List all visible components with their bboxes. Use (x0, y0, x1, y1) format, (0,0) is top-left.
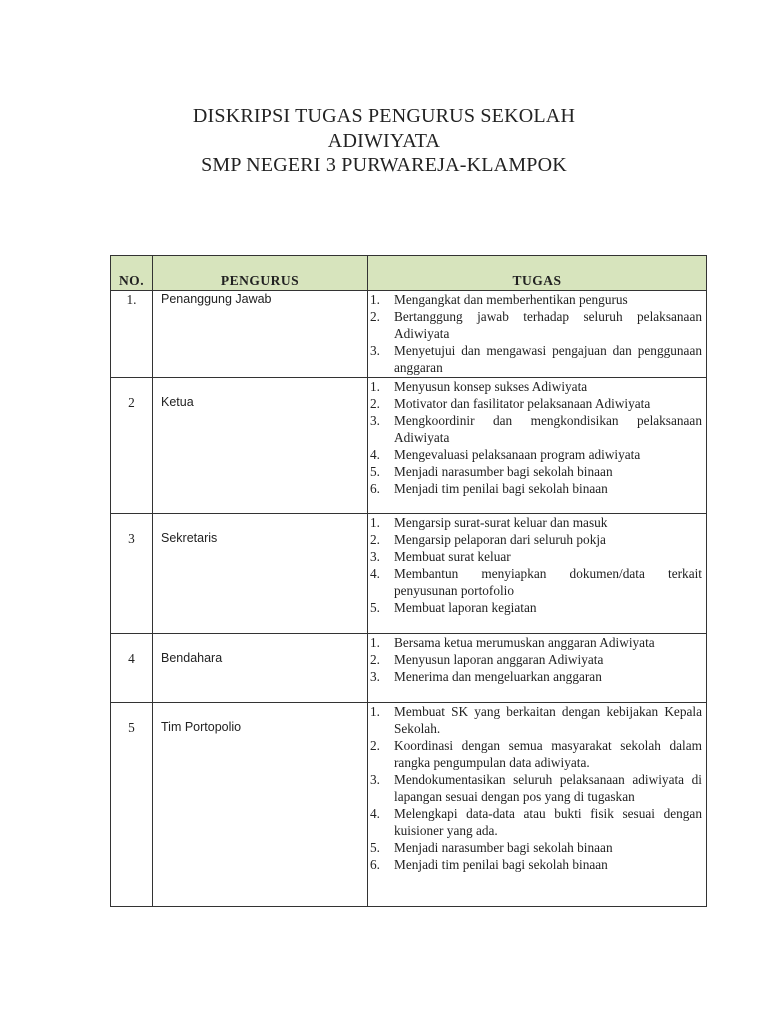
task-list (370, 378, 702, 497)
task-text: Menyusun laporan anggaran Adiwiyata (394, 652, 604, 667)
task-number: 3. (370, 413, 380, 428)
table-header-row (111, 256, 707, 291)
title-line-1: DISKRIPSI TUGAS PENGURUS SEKOLAH (192, 105, 576, 127)
task-number: 2. (370, 309, 380, 324)
task-list (370, 514, 702, 616)
task-text: Mengangkat dan memberhentikan pengurus (394, 292, 628, 307)
task-text: Mengarsip surat-surat keluar dan masuk (394, 515, 608, 530)
task-text: Mengarsip pelaporan dari seluruh pokja (394, 532, 606, 547)
task-text: Menerima dan mengeluarkan anggaran (394, 669, 602, 684)
task-number: 2. (370, 532, 380, 547)
task-number: 2. (370, 396, 380, 411)
row-number: 2 (111, 378, 153, 514)
task-item (370, 463, 702, 480)
task-item (370, 308, 702, 342)
title-line-3: SMP NEGERI 3 PURWAREJA-KLAMPOK (201, 154, 567, 176)
pengurus-cell: Tim Portopolio (153, 703, 368, 907)
task-text: Membuat laporan kegiatan (394, 600, 537, 615)
task-list (370, 634, 702, 685)
row-number: 1. (111, 291, 153, 378)
task-list (370, 703, 702, 873)
task-text: Mengkoordinir dan mengkondisikan pelaksanaan Adiwiyata (394, 413, 702, 445)
task-text: Menyetujui dan mengawasi pengajuan dan penggunaan anggaran (394, 343, 702, 375)
task-text: Motivator dan fasilitator pelaksanaan Adiwiyata (394, 396, 651, 411)
tugas-cell (368, 291, 707, 378)
task-number: 5. (370, 600, 380, 615)
pengurus-cell: Bendahara (153, 634, 368, 703)
task-number: 2. (370, 652, 380, 667)
row-number: 4 (111, 634, 153, 703)
task-item (370, 668, 702, 685)
task-text: Menjadi narasumber bagi sekolah binaan (394, 464, 613, 479)
table-row (111, 514, 707, 634)
task-item (370, 291, 702, 308)
task-text: Bertanggung jawab terhadap seluruh pelaksanaan Adiwiyata (394, 309, 702, 341)
table-row (111, 703, 707, 907)
task-number: 6. (370, 481, 380, 496)
task-text: Bersama ketua merumuskan anggaran Adiwiyata (394, 635, 655, 650)
header-no: NO. (111, 256, 153, 291)
task-item (370, 839, 702, 856)
task-number: 4. (370, 806, 380, 821)
task-number: 5. (370, 840, 380, 855)
task-text: Menyusun konsep sukses Adiwiyata (394, 379, 588, 394)
pengurus-cell: Sekretaris (153, 514, 368, 634)
task-text: Membuat SK yang berkaitan dengan kebijakan Kepala Sekolah. (394, 704, 702, 736)
task-item (370, 548, 702, 565)
task-item (370, 378, 702, 395)
task-item (370, 599, 702, 616)
duty-table (110, 255, 707, 907)
pengurus-cell: Penanggung Jawab (153, 291, 368, 378)
document-title (0, 104, 768, 178)
task-item (370, 342, 702, 376)
task-text: Mendokumentasikan seluruh pelaksanaan adiwiyata di lapangan sesuai dengan pos yang di tugaskan (394, 772, 702, 804)
task-number: 4. (370, 447, 380, 462)
task-item (370, 446, 702, 463)
task-text: Menjadi narasumber bagi sekolah binaan (394, 840, 613, 855)
task-number: 5. (370, 464, 380, 479)
task-number: 2. (370, 738, 380, 753)
row-number: 5 (111, 703, 153, 907)
task-item (370, 480, 702, 497)
task-item (370, 395, 702, 412)
task-item (370, 805, 702, 839)
task-number: 3. (370, 343, 380, 358)
row-number: 3 (111, 514, 153, 634)
task-text: Membuat surat keluar (394, 549, 511, 564)
task-item (370, 651, 702, 668)
task-text: Koordinasi dengan semua masyarakat sekolah dalam rangka pengumpulan data adiwiyata. (394, 738, 702, 770)
task-number: 1. (370, 635, 380, 650)
task-item (370, 856, 702, 873)
table-row (111, 378, 707, 514)
tugas-cell (368, 634, 707, 703)
task-text: Melengkapi data-data atau bukti fisik sesuai dengan kuisioner yang ada. (394, 806, 702, 838)
task-number: 1. (370, 515, 380, 530)
task-number: 1. (370, 379, 380, 394)
task-item (370, 565, 702, 599)
header-tugas: TUGAS (368, 256, 707, 291)
task-item (370, 737, 702, 771)
task-item (370, 412, 702, 446)
task-item (370, 634, 702, 651)
task-item (370, 514, 702, 531)
task-item (370, 703, 702, 737)
task-list (370, 291, 702, 376)
task-text: Menjadi tim penilai bagi sekolah binaan (394, 857, 608, 872)
task-number: 6. (370, 857, 380, 872)
task-number: 1. (370, 292, 380, 307)
pengurus-cell: Ketua (153, 378, 368, 514)
title-line-2: ADIWIYATA (327, 129, 441, 152)
task-number: 1. (370, 704, 380, 719)
tugas-cell (368, 378, 707, 514)
tugas-cell (368, 703, 707, 907)
header-pengurus: PENGURUS (153, 256, 368, 291)
tugas-cell (368, 514, 707, 634)
task-item (370, 531, 702, 548)
task-text: Menjadi tim penilai bagi sekolah binaan (394, 481, 608, 496)
task-text: Membantun menyiapkan dokumen/data terkait penyusunan portofolio (394, 566, 702, 598)
table-row (111, 291, 707, 378)
task-number: 3. (370, 669, 380, 684)
task-number: 4. (370, 566, 380, 581)
task-item (370, 771, 702, 805)
task-number: 3. (370, 772, 380, 787)
table-row (111, 634, 707, 703)
task-text: Mengevaluasi pelaksanaan program adiwiyata (394, 447, 641, 462)
task-number: 3. (370, 549, 380, 564)
